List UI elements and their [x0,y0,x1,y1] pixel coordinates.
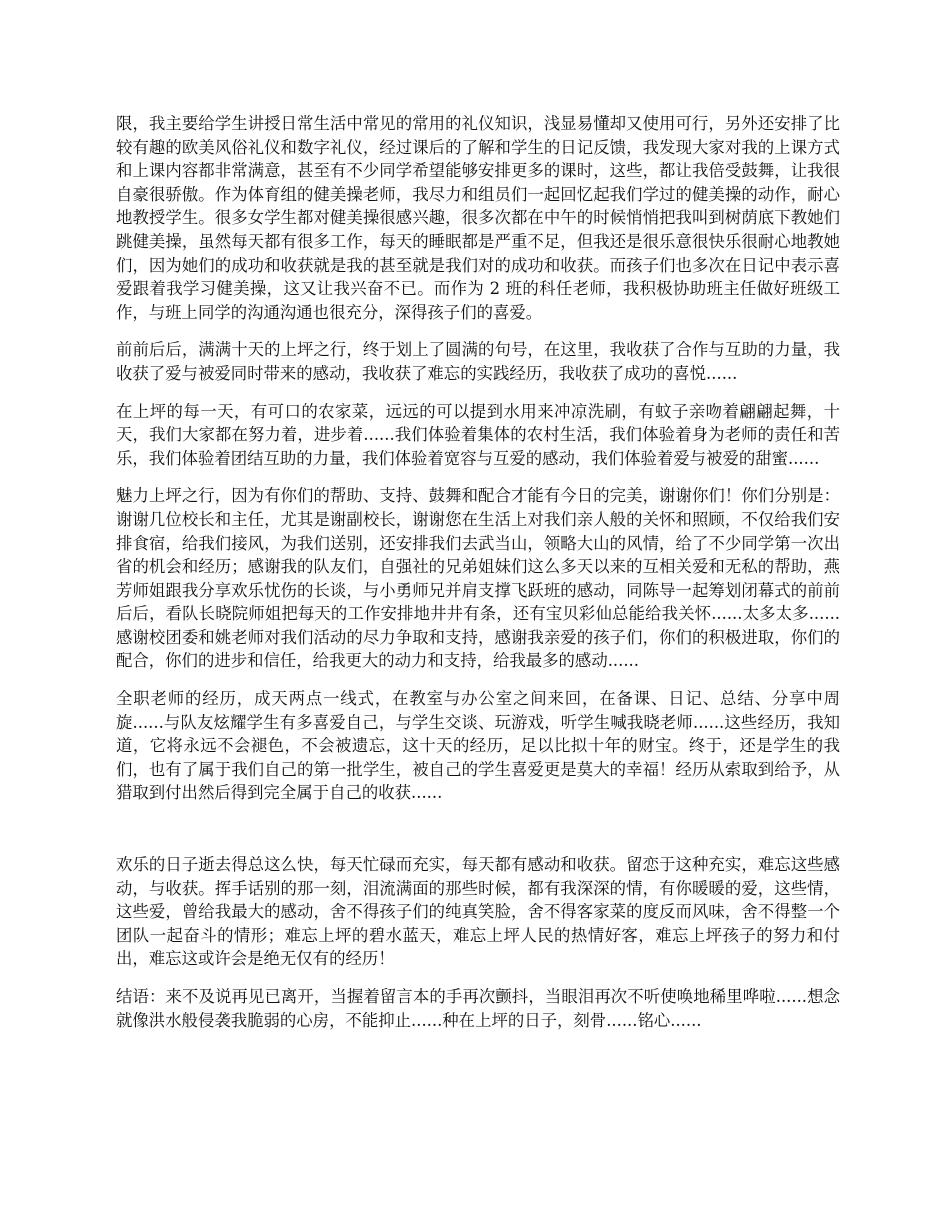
document-body [116,112,840,1046]
paragraph-teaching-work: 限，我主要给学生讲授日常生活中常见的常用的礼仪知识，浅显易懂却又使用可行，另外还安排了比较有趣的欧美风俗礼仪和数字礼仪，经过课后的了解和学生的日记反馈，我发现大家对我的上课方式和上课内容都非常满意，甚至有不少同学希望能够安排更多的课时，这些，都让我倍受鼓舞，让我很自豪很骄傲。作为体育组的健美操老师，我尽力和组员们一起回忆起我们学过的健美操的动作，耐心地教授学生。很多女学生都对健美操很感兴趣，很多次都在中午的时候悄悄把我叫到树荫底下教她们跳健美操，虽然每天都有很多工作，每天的睡眠都是严重不足，但我还是很乐意很快乐很耐心地教她们，因为她们的成功和收获就是我的甚至就是我们对的成功和收获。而孩子们也多次在日记中表示喜爱跟着我学习健美操，这又让我兴奋不已。而作为 2 班的科任老师，我积极协助班主任做好班级工作，与班上同学的沟通沟通也很充分，深得孩子们的喜爱。 [116,114,840,322]
paragraph-farewell: 欢乐的日子逝去得总这么快，每天忙碌而充实，每天都有感动和收获。留恋于这种充实，难忘这些感动，与收获。挥手话别的那一刻，泪流满面的那些时候，都有我深深的情，有你暖暖的爱，这些情，这些爱，曾给我最大的感动，舍不得孩子们的纯真笑脸，舍不得客家菜的度反而风味，舍不得整一个团队一起奋斗的情形；难忘上坪的碧水蓝天，难忘上坪人民的热情好客，难忘上坪孩子的努力和付出，难忘这或许会是绝无仅有的经历！ [116,855,840,969]
paragraph-teacher-experience: 全职老师的经历，成天两点一线式，在教室与办公室之间来回，在备课、日记、总结、分享中周旋......与队友炫耀学生有多喜爱自己，与学生交谈、玩游戏，听学生喊我晓老师......这些经历，我知道，它将永远不会褪色，不会被遗忘，这十天的经历，足以比拟十年的财宝。终于，还是学生的我们，也有了属于我们自己的第一批学生，被自己的学生喜爱更是莫大的幸福！经历从索取到给予，从猎取到付出然后得到完全属于自己的收获...... [116,689,840,803]
paragraph-summary: 前前后后，满满十天的上坪之行，终于划上了圆满的句号，在这里，我收获了合作与互助的力量，我收获了爱与被爱同时带来的感动，我收获了难忘的实践经历，我收获了成功的喜悦...... [116,340,840,383]
paragraph-thanks: 魅力上坪之行，因为有你们的帮助、支持、鼓舞和配合才能有今日的完美，谢谢你们！你们分别是：谢谢几位校长和主任，尤其是谢副校长，谢谢您在生活上对我们亲人般的关怀和照顾，不仅给我们安排食宿，给我们接风，为我们送别，还安排我们去武当山，领略大山的风情，给了不少同学第一次出省的机会和经历；感谢我的队友们，自强社的兄弟姐妹们这么多天以来的互相关爱和无私的帮助，燕芳师姐跟我分享欢乐忧伤的长谈，与小勇师兄并肩支撑飞跃班的感动，同陈导一起筹划闭幕式的前前后后，看队长晓院师姐把每天的工作安排地井井有条，还有宝贝彩仙总能给我关怀......太多太多......感谢校团委和姚老师对我们活动的尽力争取和支持，感谢我亲爱的孩子们，你们的积极进取，你们的配合，你们的进步和信任，给我更大的动力和支持，给我最多的感动...... [116,486,840,671]
section-gap [116,819,840,853]
paragraph-conclusion: 结语：来不及说再见已离开，当握着留言本的手再次颤抖，当眼泪再次不听使唤地稀里哗啦......想念就像洪水般侵袭我脆弱的心房，不能抑止......种在上坪的日子，刻骨......铭心...... [116,987,840,1030]
paragraph-daily-life: 在上坪的每一天，有可口的农家菜，远远的可以提到水用来冲凉洗刷，有蚊子亲吻着翩翩起舞，十天，我们大家都在努力着，进步着......我们体验着集体的农村生活，我们体验着身为老师的责任和苦乐，我们体验着团结互助的力量，我们体验着宽容与互爱的感动，我们体验着爱与被爱的甜蜜...... [116,401,840,468]
